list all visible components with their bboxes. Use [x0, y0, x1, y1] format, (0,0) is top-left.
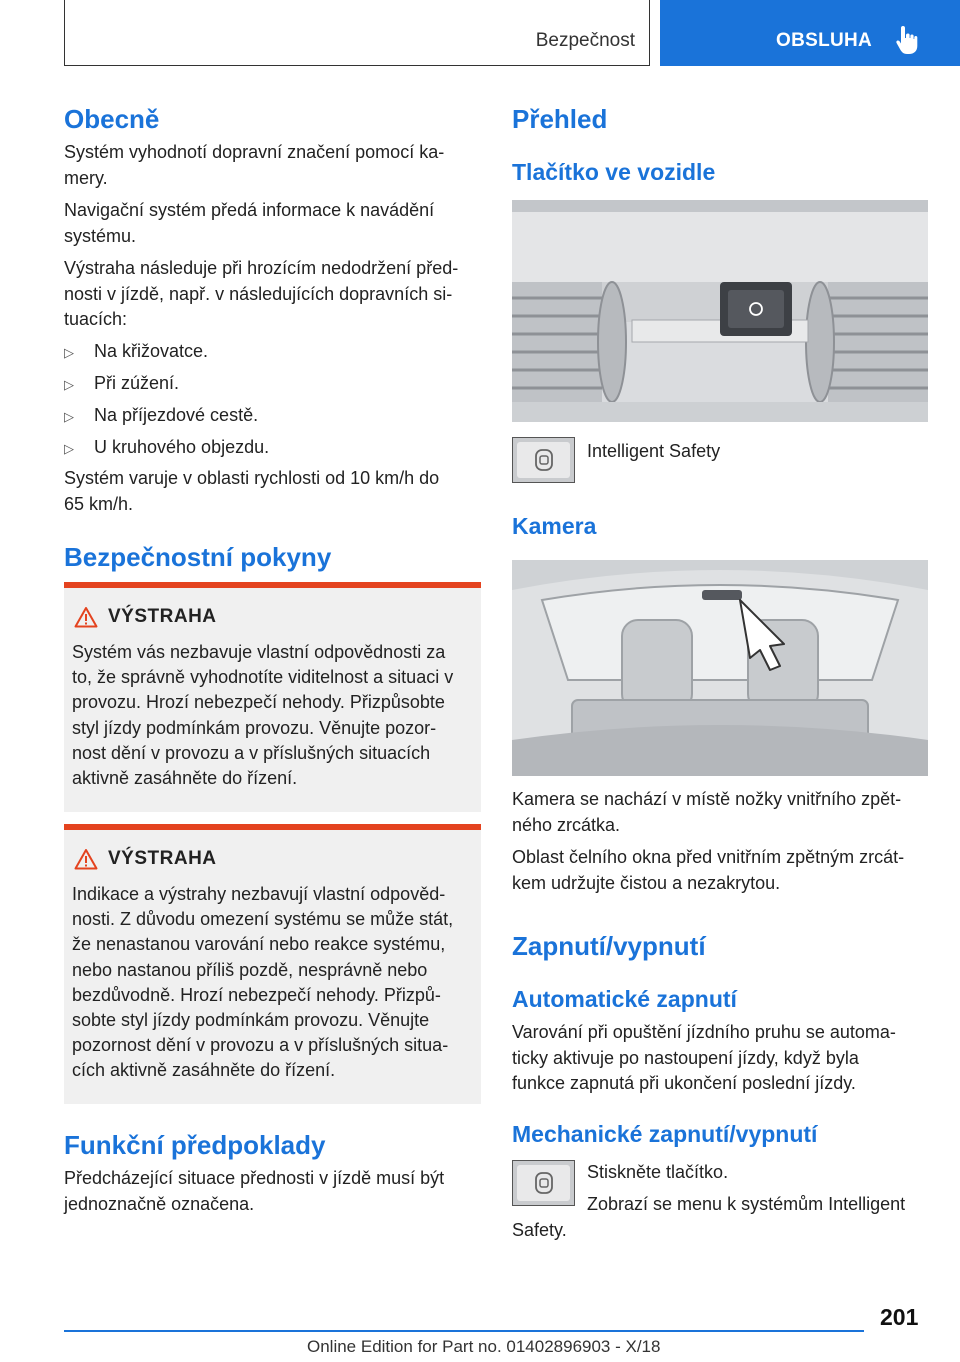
heading-prehled: Přehled — [512, 104, 608, 134]
warning-title: VÝSTRAHA — [108, 606, 217, 627]
triangle-bullet-icon: ▷ — [64, 345, 74, 360]
car-interior-illustration — [512, 560, 928, 776]
automaticke-paragraph: Varování při opuštění jízdního pruhu se automa- ticky aktivuje po nastoupení jízdy, když byla funkce zapnutá při ukončení poslední jízdy. — [512, 1022, 896, 1093]
header-section-title: Bezpečnost — [535, 30, 635, 51]
heading-kamera: Kamera — [512, 513, 597, 539]
footer-edition: Online Edition for Part no. 01402896903 - X/18 — [307, 1337, 661, 1356]
predpoklady-paragraph: Předcházející situace přednosti v jízdě musí být jednoznačně označena. — [64, 1168, 445, 1214]
warning-box-1 — [64, 582, 481, 812]
warning-triangle-icon — [74, 848, 98, 870]
obecne-paragraph-2: Navigační systém předá informace k navádění systému. — [64, 200, 435, 246]
intelligent-safety-label: Intelligent Safety — [587, 441, 721, 461]
heading-zapnuti-vypnuti: Zapnutí/vypnutí — [512, 931, 706, 961]
obecne-paragraph-3: Výstraha následuje při hrozícím nedodržení před- nosti v jízdě, např. v následujících dopravních si- tuacích: — [64, 258, 459, 329]
dashboard-button-image — [512, 200, 928, 422]
footer-divider — [64, 1330, 864, 1332]
intelligent-safety-icon — [533, 1171, 555, 1195]
camera-location-image — [512, 560, 928, 776]
dashboard-illustration — [512, 200, 928, 422]
heading-automaticke-zapnuti: Automatické zapnutí — [512, 986, 737, 1012]
pointing-hand-icon — [894, 24, 920, 56]
warning-box-2 — [64, 824, 481, 1104]
page-number: 201 — [880, 1304, 919, 1330]
heading-tlacitko: Tlačítko ve vozidle — [512, 159, 716, 185]
kamera-paragraph-1: Kamera se nachází v místě nožky vnitřního zpět- ného zrcátka. — [512, 789, 902, 835]
heading-mechanicke-zapnuti: Mechanické zapnutí/vypnutí — [512, 1121, 818, 1147]
mechanicke-instruction-2-cont: Safety. — [512, 1220, 567, 1240]
intelligent-safety-button-thumbnail — [512, 1160, 575, 1206]
list-item: ▷ Na křižovatce. — [64, 339, 208, 365]
list-item: ▷ Na příjezdové cestě. — [64, 403, 258, 429]
warning-title: VÝSTRAHA — [108, 848, 217, 869]
heading-obecne: Obecně — [64, 104, 160, 134]
warning-text: Systém vás nezbavuje vlastní odpovědnosti za to, že správně vyhodnotíte viditelnost a situaci v provozu. Hrozí nebezpečí nehody. Přizpůsobte styl jízdy podmínkám provozu. Věnujte pozor- nost dění v provozu a v příslušných situacích aktivně zasáhněte do řízení. — [72, 642, 454, 789]
warning-text: Indikace a výstrahy nezbavují vlastní odpověd- nosti. Z důvodu omezení systému se může stát, že nenastanou varování nebo reakce systému, nebo nastanou příliš pozdě, nesprávně nebo bezdůvodně. Hrozí nebezpečí nehody. Přizpů- sobte styl jízdy podmínkám provozu. Věnujte pozornost dění v provozu a v příslušných situa- cích aktivně zasáhněte do řízení. — [72, 884, 454, 1081]
kamera-paragraph-2: Oblast čelního okna před vnitřním zpětným zrcát- kem udržujte čistou a nezakrytou. — [512, 847, 905, 893]
warning-triangle-icon — [74, 606, 98, 628]
triangle-bullet-icon: ▷ — [64, 441, 74, 456]
list-item: ▷ U kruhového objezdu. — [64, 435, 269, 461]
header-chapter-tab — [660, 0, 960, 66]
obecne-paragraph-1: Systém vyhodnotí dopravní značení pomocí ka- mery. — [64, 142, 445, 188]
header-chapter-label: OBSLUHA — [776, 30, 873, 51]
obecne-paragraph-4: Systém varuje v oblasti rychlosti od 10 km/h do 65 km/h. — [64, 468, 440, 514]
heading-bezpecnostni-pokyny: Bezpečnostní pokyny — [64, 542, 332, 572]
intelligent-safety-icon — [533, 448, 555, 472]
list-item: ▷ Při zúžení. — [64, 371, 179, 397]
header-section-box — [64, 0, 650, 66]
heading-funkcni-predpoklady: Funkční předpoklady — [64, 1130, 326, 1160]
triangle-bullet-icon: ▷ — [64, 377, 74, 392]
mechanicke-instruction-1: Stiskněte tlačítko. — [587, 1162, 729, 1182]
triangle-bullet-icon: ▷ — [64, 409, 74, 424]
mechanicke-instruction-2: Zobrazí se menu k systémům Intelligent — [587, 1194, 906, 1214]
intelligent-safety-button-thumbnail — [512, 437, 575, 483]
